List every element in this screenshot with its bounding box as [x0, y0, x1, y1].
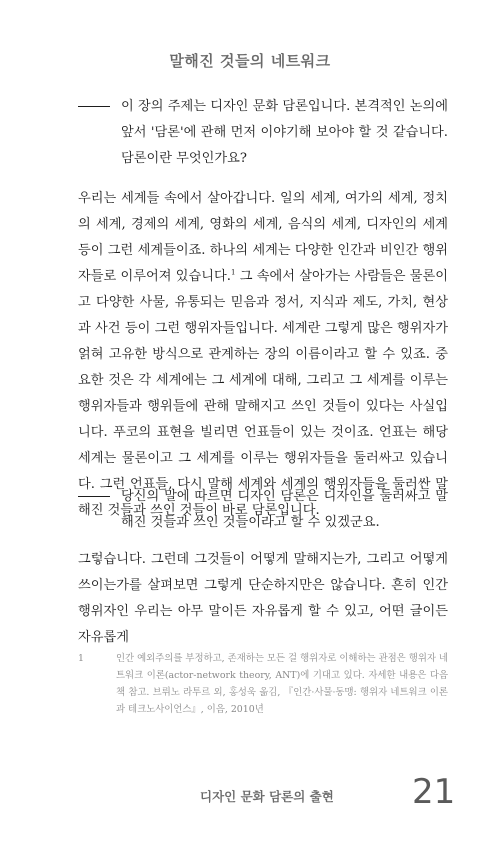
question-dash	[78, 496, 110, 497]
interview-question-1	[78, 94, 448, 172]
question-text: 이 장의 주제는 디자인 문화 담론입니다. 본격적인 논의에 앞서 '담론'에 관해 먼저 이야기해 보아야 할 것 같습니다. 담론이란 무엇인가요?	[121, 99, 448, 166]
footnote-number: 1	[78, 653, 84, 664]
answer-paragraph-2: 그렇습니다. 그런데 그것들이 어떻게 말해지는가, 그리고 어떻게 쓰이는가를 살펴보면 그렇게 단순하지만은 않습니다. 흔히 인간 행위자인 우리는 아무 말이든 자유롭게 할 수 있고, 어떤 글이든 자유롭게	[78, 552, 448, 645]
folio-chapter-title: 디자인 문화 담론의 출현	[200, 789, 334, 804]
page-number: 21	[412, 772, 456, 812]
footnote-text: 인간 예외주의를 부정하고, 존재하는 모든 걸 행위자로 이해하는 관점은 행위자 네트워크 이론(actor-network theory, ANT)에 기대고 있다. 자세한 내용은 다음 책 참고. 브뤼노 라투르 외, 홍성욱 옮김, 『인간·사물·동맹: 행위자 네트워크 이론과 테크노사이언스』, 이음, 2010년	[116, 653, 448, 715]
answer-text-part-1: 우리는 세계들 속에서 살아갑니다. 일의 세계, 여가의 세계, 정치의 세계, 경제의 세계, 영화의 세계, 음식의 세계, 디자인의 세계 등이 그런 세계들이죠. 하나의 세계는 다양한 인간과 비인간 행위자들로 이루어져 있습니다.	[78, 191, 448, 284]
footnote-reference: 1	[230, 268, 236, 277]
interview-question-2	[78, 484, 448, 536]
answer-text-part-2: 그 속에서 살아가는 사람들은 물론이고 다양한 사물, 유통되는 믿음과 정서, 지식과 제도, 가치, 현상과 사건 등이 그런 행위자들입니다. 세계란 그렇게 많은 행위자가 얽혀 고유한 방식으로 관계하는 장의 이름이라고 할 수 있죠. 중요한 것은 각 세계에는 그 세계에 대해, 그리고 그 세계를 이루는 행위자들과 행위들에 관해 말해지고 쓰인 것들이 있다는 사실입니다. 푸코의 표현을 빌리면 언표들이 있는 것이죠. 언표는 해당 세계는 물론이고 그 세계를 이루는 행위자들을 둘러싸고 있습니다. 그런 언표들, 다시 말해 세계와 세계의 행위자들을 둘러싼 말해진 것들과 쓰인 것들이 바로 담론입니다.	[78, 269, 448, 518]
question-dash	[78, 106, 110, 107]
running-head: 말해진 것들의 네트워크	[169, 52, 331, 70]
footnote	[78, 650, 448, 718]
question-text: 당신의 말에 따르면 디자인 담론은 디자인을 둘러싸고 말해진 것들과 쓰인 것들이라고 할 수 있겠군요.	[121, 489, 448, 530]
answer-paragraph-1	[78, 186, 448, 524]
